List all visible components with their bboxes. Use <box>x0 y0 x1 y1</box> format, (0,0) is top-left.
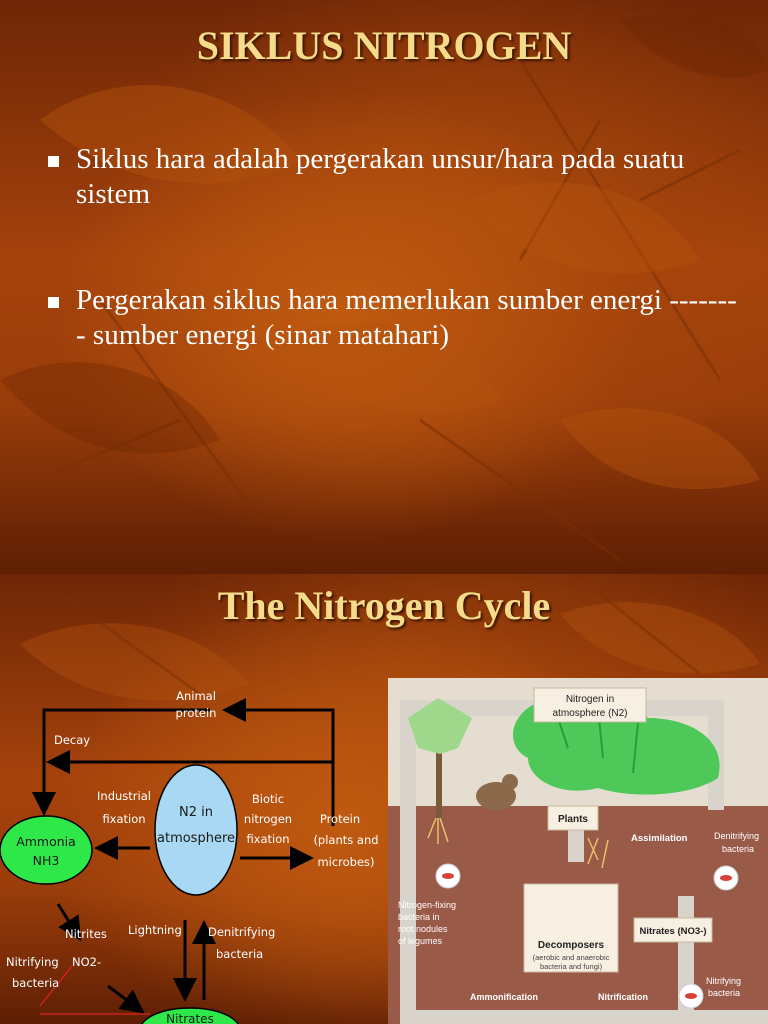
bacteria-dot <box>442 873 454 879</box>
nitrogen-fixing-label: root nodules <box>398 924 448 934</box>
arrow-to-animal-protein <box>228 710 333 826</box>
tree-trunk <box>436 748 442 818</box>
mouse-head <box>502 774 518 790</box>
slide-nitrogen-cycle <box>0 574 768 1024</box>
biotic-fixation-label: nitrogen <box>243 812 293 826</box>
biotic-fixation-label: Biotic <box>251 792 285 806</box>
ammonia-label: Ammonia <box>16 834 76 849</box>
ammonification-label: Ammonification <box>470 992 539 1002</box>
nitrification-label: Nitrification <box>598 992 649 1002</box>
nitrogen-fixing-label: Nitrogen-fixing <box>398 900 457 910</box>
industrial-fixation-label: fixation <box>102 812 146 826</box>
bacteria-dot <box>720 875 732 881</box>
protein-label: Protein <box>319 812 361 826</box>
nitrites-label: Nitrites <box>65 927 107 941</box>
protein-label: (plants and <box>313 833 379 847</box>
arrow-to-nitrates <box>108 986 140 1010</box>
bullet-text: Siklus hara adalah pergerakan unsur/hara pada suatu sistem <box>76 143 685 211</box>
illustration-canvas <box>388 678 768 1024</box>
bullet-square-icon <box>48 297 59 308</box>
nitrogen-fixing-label: of legumes <box>398 936 443 946</box>
plants-label: Plants <box>557 814 589 825</box>
denitrifying-label: bacteria <box>722 844 755 854</box>
bullet-square-icon <box>48 156 59 167</box>
ammonia-formula: NH3 <box>32 853 60 868</box>
bullet-item <box>48 283 738 354</box>
bullet-item <box>48 142 738 213</box>
no2-label: NO2- <box>72 955 102 969</box>
bullet-text: Pergerakan siklus hara memerlukan sumber energi -------- sumber energi (sinar matahari) <box>76 283 737 352</box>
denitrifying-label: Denitrifying <box>208 925 276 939</box>
lightning-label: Lightning <box>128 923 182 937</box>
cycle-band <box>568 826 584 862</box>
assimilation-label: Assimilation <box>631 833 688 844</box>
nitrogen-cycle-illustration <box>388 678 768 1024</box>
slide-title: SIKLUS NITROGEN <box>196 23 572 68</box>
nitrates-label: Nitrates (NO3-) <box>639 926 707 937</box>
cycle-band <box>400 1010 768 1024</box>
decomposers-note: (aerobic and anaerobic <box>532 953 610 962</box>
industrial-fixation-label: Industrial <box>97 789 151 803</box>
atmosphere-label: atmosphere (N2) <box>552 708 628 719</box>
ammonia-node <box>0 816 92 884</box>
biotic-fixation-label: fixation <box>246 832 290 846</box>
protein-label: microbes) <box>317 855 375 869</box>
nitrates-label: Nitrates <box>166 1012 214 1024</box>
denitrifying-label: bacteria <box>216 947 264 961</box>
decay-label: Decay <box>54 733 91 747</box>
nitrogen-fixing-label: bacteria in <box>398 912 440 922</box>
n2-label: N2 in <box>179 805 213 820</box>
animal-protein-label: protein <box>175 706 217 720</box>
nitrifying-label: Nitrifying <box>706 976 742 986</box>
animal-protein-label: Animal <box>176 689 216 703</box>
slide-title: The Nitrogen Cycle <box>217 583 551 628</box>
cycle-band <box>400 700 416 1024</box>
decomposers-note: bacteria and fungi) <box>539 962 603 971</box>
atmosphere-label: atmosphere <box>157 831 235 846</box>
denitrifying-label: Denitrifying <box>714 831 760 841</box>
decomposers-label: Decomposers <box>537 940 605 951</box>
nitrifying-bacteria-label: bacteria <box>12 976 60 990</box>
nitrogen-cycle-schematic <box>0 680 385 1024</box>
bacteria-dot <box>685 993 697 999</box>
atmosphere-label: Nitrogen in <box>565 694 615 705</box>
nitrifying-label: bacteria <box>708 988 741 998</box>
nitrifying-bacteria-label: Nitrifying <box>6 955 59 969</box>
n2-atmosphere-node <box>155 765 237 895</box>
bullet-list <box>48 142 738 424</box>
